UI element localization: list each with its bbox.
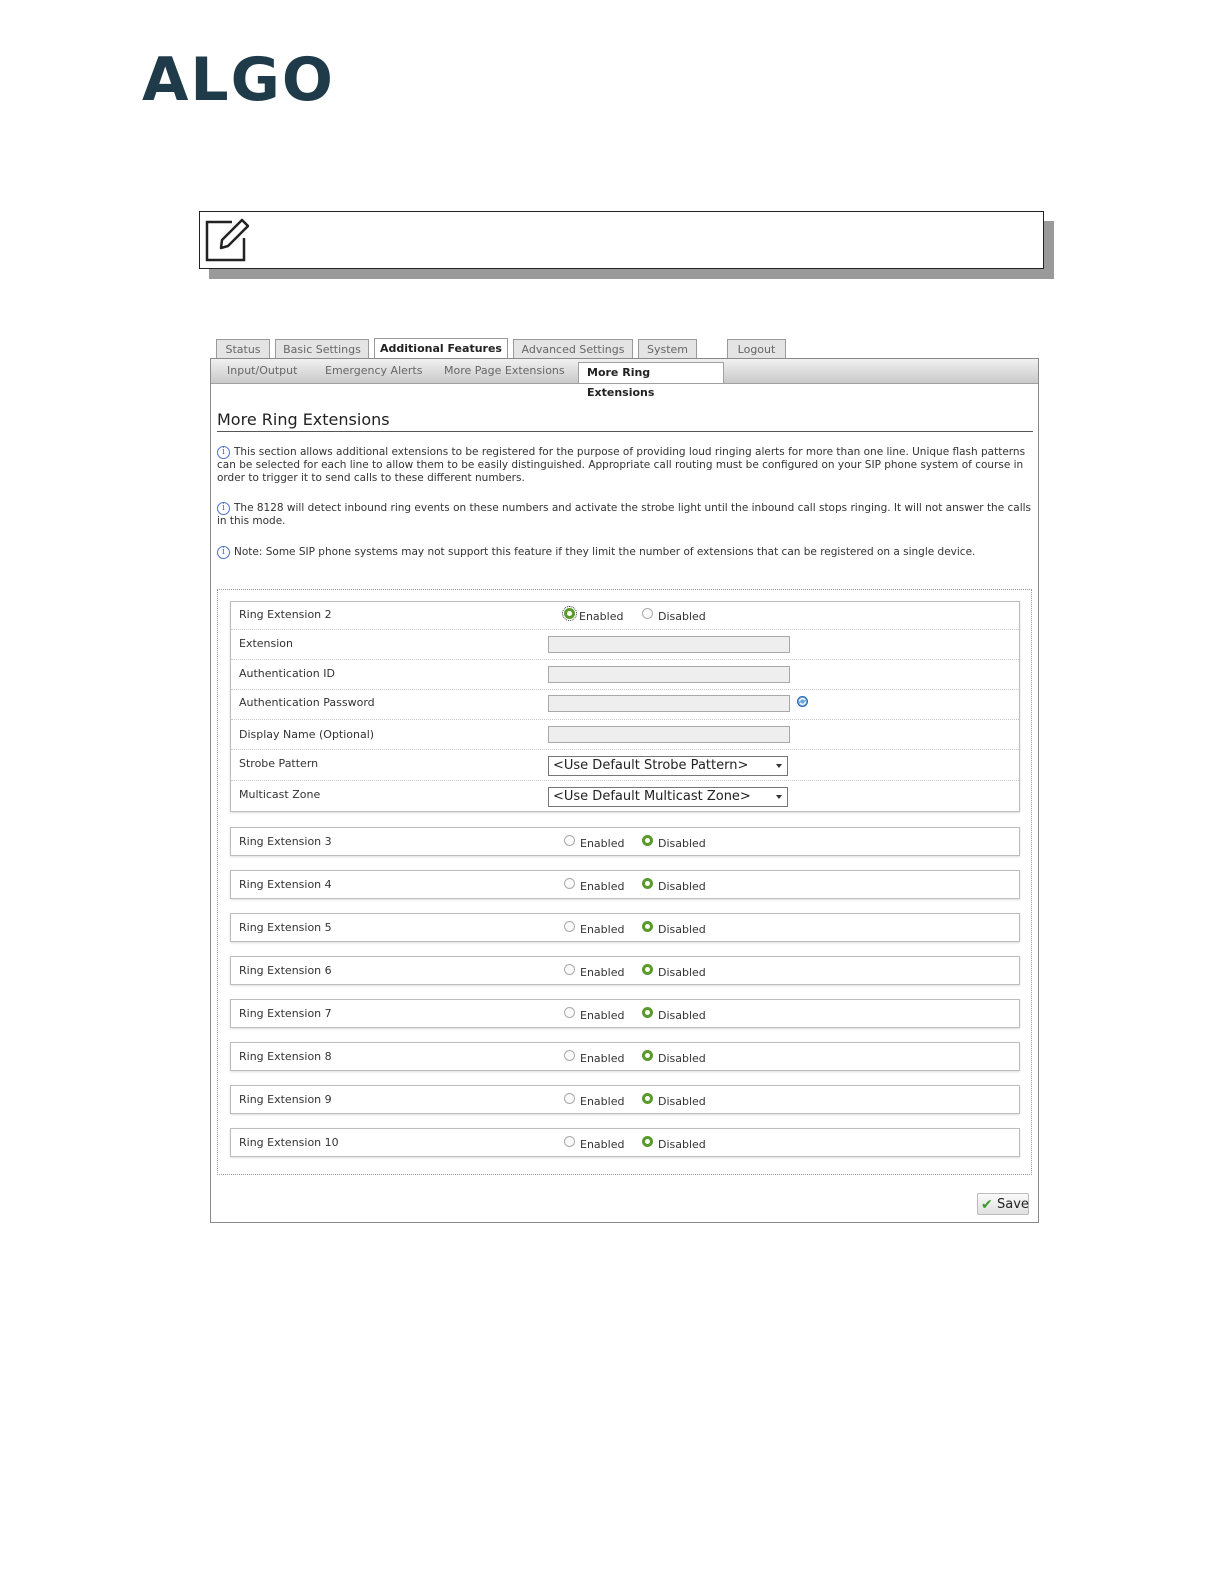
- enabled-label: Enabled: [580, 837, 625, 850]
- enabled-radio[interactable]: [564, 921, 575, 932]
- tab-additional-features[interactable]: Additional Features: [374, 338, 508, 359]
- enabled-radio[interactable]: [564, 964, 575, 975]
- info-paragraph-1: i This section allows additional extensions to be registered for the purpose of providing loud ringing alerts for more than one line. Unique flash patterns can be selected for each line to allow them to be easily distinguished. Appropriate call routing must be configured on your SIP phone system of course in order to trigger it to send calls to these different numbers.: [217, 446, 1026, 484]
- enabled-label: Enabled: [580, 880, 625, 893]
- multicast-zone-select[interactable]: <Use Default Multicast Zone>: [548, 787, 788, 807]
- disabled-radio[interactable]: [642, 921, 653, 932]
- auth-id-row: [231, 660, 1019, 690]
- subtab-emergency-alerts[interactable]: Emergency Alerts: [325, 364, 423, 377]
- ring-extension-5-group: [230, 913, 1020, 942]
- disabled-label: Disabled: [658, 1095, 706, 1108]
- info-paragraph-2: i The 8128 will detect inbound ring events on these numbers and activate the strobe light until the inbound call stops ringing. It will not answer the calls in this mode.: [217, 502, 1032, 527]
- enabled-radio[interactable]: [564, 1007, 575, 1018]
- enabled-radio[interactable]: [564, 1136, 575, 1147]
- ring-extension-8-group: [230, 1042, 1020, 1071]
- tab-basic-settings[interactable]: Basic Settings: [275, 339, 369, 358]
- algo-logo: ALGO: [142, 45, 335, 115]
- extension-row: [231, 630, 1019, 660]
- ring-extension-2-disabled-radio[interactable]: [642, 608, 653, 619]
- strobe-pattern-row: [231, 750, 1019, 781]
- tab-advanced-settings[interactable]: Advanced Settings: [513, 339, 633, 358]
- extension-input[interactable]: [548, 636, 790, 653]
- ring-extension-label: Ring Extension 8: [239, 1050, 332, 1063]
- enabled-label: Enabled: [580, 1009, 625, 1022]
- extension-label: Extension: [239, 637, 294, 650]
- ring-extension-label: Ring Extension 10: [239, 1136, 339, 1149]
- refresh-icon[interactable]: [796, 695, 809, 708]
- ring-extension-label: Ring Extension 3: [239, 835, 332, 848]
- page-title: More Ring Extensions: [217, 410, 390, 429]
- disabled-radio[interactable]: [642, 964, 653, 975]
- enabled-label: Enabled: [580, 923, 625, 936]
- strobe-pattern-label: Strobe Pattern: [239, 757, 319, 770]
- title-divider: [217, 431, 1033, 432]
- disabled-label: Disabled: [658, 610, 706, 623]
- disabled-label: Disabled: [658, 966, 706, 979]
- auth-password-label: Authentication Password: [239, 696, 375, 709]
- display-name-label: Display Name (Optional): [239, 728, 375, 741]
- ring-extension-10-group: [230, 1128, 1020, 1157]
- disabled-radio[interactable]: [642, 1050, 653, 1061]
- ring-extension-label: Ring Extension 5: [239, 921, 332, 934]
- subtab-more-page-extensions[interactable]: More Page Extensions: [444, 364, 565, 377]
- enabled-radio[interactable]: [564, 1050, 575, 1061]
- auth-id-label: Authentication ID: [239, 667, 335, 680]
- auth-password-input[interactable]: [548, 695, 790, 712]
- disabled-label: Disabled: [658, 880, 706, 893]
- chevron-down-icon: [776, 764, 782, 768]
- tab-status[interactable]: Status: [216, 339, 270, 358]
- ring-extension-9-group: [230, 1085, 1020, 1114]
- subtab-input-output[interactable]: Input/Output: [227, 364, 298, 377]
- enabled-radio[interactable]: [564, 835, 575, 846]
- disabled-label: Disabled: [658, 1138, 706, 1151]
- display-name-input[interactable]: [548, 726, 790, 743]
- disabled-radio[interactable]: [642, 1136, 653, 1147]
- auth-id-input[interactable]: [548, 666, 790, 683]
- multicast-zone-label: Multicast Zone: [239, 788, 321, 801]
- ring-extension-2-enabled-radio[interactable]: [564, 608, 575, 619]
- sub-tabs: [211, 359, 1038, 399]
- web-ui: [210, 338, 1039, 1223]
- enabled-label: Enabled: [580, 1052, 625, 1065]
- enabled-radio[interactable]: [564, 1093, 575, 1104]
- display-name-row: [231, 720, 1019, 750]
- disabled-radio[interactable]: [642, 1093, 653, 1104]
- ring-extension-4-group: [230, 870, 1020, 899]
- save-label: Save: [997, 1197, 1029, 1212]
- content-panel: [210, 358, 1039, 1223]
- enabled-label: Enabled: [579, 610, 624, 623]
- chevron-down-icon: [776, 795, 782, 799]
- disabled-radio[interactable]: [642, 835, 653, 846]
- disabled-label: Disabled: [658, 923, 706, 936]
- disabled-radio[interactable]: [642, 1007, 653, 1018]
- info-icon: i: [217, 502, 230, 515]
- ring-extension-label: Ring Extension 9: [239, 1093, 332, 1106]
- ring-extension-2-row: [231, 602, 1019, 630]
- ring-extension-6-group: [230, 956, 1020, 985]
- checkmark-icon: ✔: [981, 1197, 993, 1213]
- disabled-radio[interactable]: [642, 878, 653, 889]
- multicast-zone-row: [231, 781, 1019, 811]
- strobe-pattern-select[interactable]: <Use Default Strobe Pattern>: [548, 756, 788, 776]
- enabled-label: Enabled: [580, 1138, 625, 1151]
- note-box: [199, 211, 1044, 269]
- info-icon: i: [217, 446, 230, 459]
- enabled-label: Enabled: [580, 966, 625, 979]
- save-button[interactable]: [977, 1193, 1029, 1215]
- ring-extension-label: Ring Extension 4: [239, 878, 332, 891]
- edit-note-icon: [204, 216, 250, 264]
- extensions-fieldset: [217, 589, 1032, 1175]
- ring-extension-3-group: [230, 827, 1020, 856]
- ring-extension-label: Ring Extension 7: [239, 1007, 332, 1020]
- tab-logout[interactable]: Logout: [727, 339, 786, 358]
- ring-extension-2-label: Ring Extension 2: [239, 608, 332, 621]
- disabled-label: Disabled: [658, 1052, 706, 1065]
- auth-password-row: [231, 690, 1019, 720]
- subtab-more-ring-extensions[interactable]: More Ring Extensions: [578, 362, 724, 383]
- enabled-radio[interactable]: [564, 878, 575, 889]
- enabled-label: Enabled: [580, 1095, 625, 1108]
- ring-extension-label: Ring Extension 6: [239, 964, 332, 977]
- disabled-label: Disabled: [658, 837, 706, 850]
- tab-system[interactable]: System: [638, 339, 697, 358]
- ring-extension-7-group: [230, 999, 1020, 1028]
- ring-extension-2-group: [230, 601, 1020, 812]
- disabled-label: Disabled: [658, 1009, 706, 1022]
- info-paragraph-3: i Note: Some SIP phone systems may not support this feature if they limit the number of extensions that can be registered on a single device.: [217, 546, 1033, 559]
- info-icon: i: [217, 546, 230, 559]
